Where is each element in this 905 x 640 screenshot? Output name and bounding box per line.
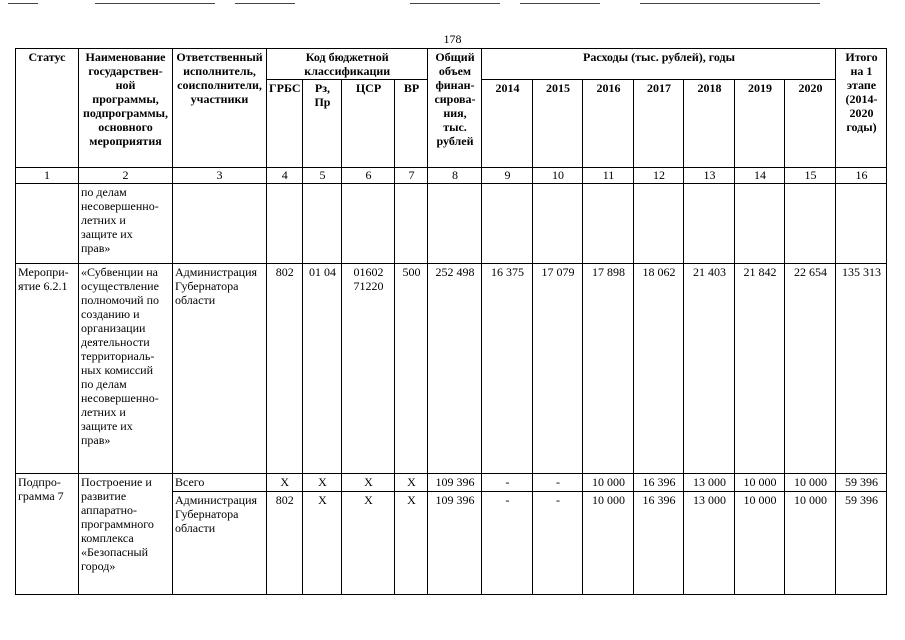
year-header: 2017 bbox=[634, 80, 684, 168]
cell-year: 17 079 bbox=[533, 264, 583, 474]
column-number: 12 bbox=[634, 168, 684, 184]
column-number: 9 bbox=[482, 168, 533, 184]
cell-empty bbox=[684, 184, 735, 264]
cell-empty bbox=[583, 184, 634, 264]
cell-responsible: Администрация Губернатора области bbox=[173, 492, 267, 595]
cell-csr: X bbox=[342, 474, 395, 492]
cell-rzpr: X bbox=[303, 474, 342, 492]
year-header: 2019 bbox=[735, 80, 785, 168]
column-number: 16 bbox=[836, 168, 887, 184]
cell-year: 16 375 bbox=[482, 264, 533, 474]
cell-year: 10 000 bbox=[735, 492, 785, 595]
cell-year: 21 842 bbox=[735, 264, 785, 474]
cell-total: 109 396 bbox=[428, 474, 482, 492]
table-row bbox=[16, 184, 887, 264]
table-row bbox=[16, 474, 887, 492]
cell-year: 10 000 bbox=[785, 492, 836, 595]
csr-header: ЦСР bbox=[342, 80, 395, 168]
page-number: 178 bbox=[443, 32, 462, 46]
cell-empty bbox=[428, 184, 482, 264]
top-edge-line bbox=[8, 3, 38, 4]
cell-year: 16 396 bbox=[634, 474, 684, 492]
rzpr-header: Рз, Пр bbox=[303, 80, 342, 168]
total-header: Общий объем финан- сирова- ния, тыс. рублей bbox=[428, 49, 482, 168]
cell-empty bbox=[785, 184, 836, 264]
header-row bbox=[16, 49, 887, 80]
responsible-header: Ответственный исполнитель, соисполнители, участники bbox=[173, 49, 267, 168]
top-edge-line bbox=[235, 3, 295, 4]
cell-status: Подпро- грамма 7 bbox=[16, 474, 79, 595]
column-number: 4 bbox=[267, 168, 303, 184]
column-number: 11 bbox=[583, 168, 634, 184]
grbs-header: ГРБС bbox=[267, 80, 303, 168]
budget-table bbox=[15, 48, 887, 595]
cell-year: 17 898 bbox=[583, 264, 634, 474]
year-header: 2020 bbox=[785, 80, 836, 168]
column-number: 14 bbox=[735, 168, 785, 184]
vr-header: ВР bbox=[395, 80, 428, 168]
cell-total: 109 396 bbox=[428, 492, 482, 595]
stage-total-header: Итого на 1 этапе (2014- 2020 годы) bbox=[836, 49, 887, 168]
column-number: 7 bbox=[395, 168, 428, 184]
year-header: 2014 bbox=[482, 80, 533, 168]
cell-empty bbox=[395, 184, 428, 264]
cell-empty bbox=[533, 184, 583, 264]
column-number: 2 bbox=[79, 168, 173, 184]
name-header: Наименование государствен- ной программы, подпрограммы, основного мероприятия bbox=[79, 49, 173, 168]
cell-status: Меропри- ятие 6.2.1 bbox=[16, 264, 79, 474]
cell-csr: X bbox=[342, 492, 395, 595]
cell-empty bbox=[634, 184, 684, 264]
column-number-row bbox=[16, 168, 887, 184]
cell-vr: X bbox=[395, 492, 428, 595]
cell-year: - bbox=[482, 492, 533, 595]
cell-name: Построение и развитие аппаратно- программного комплекса «Безопасный город» bbox=[79, 474, 173, 595]
table-row bbox=[16, 264, 887, 474]
top-edge-line bbox=[520, 3, 600, 4]
cell-grbs: 802 bbox=[267, 492, 303, 595]
cell-csr: 01602 71220 bbox=[342, 264, 395, 474]
cell-name: по делам несовершенно- летних и защите их прав» bbox=[79, 184, 173, 264]
cell-name: «Субвенции на осуществление полномочий по созданию и организации деятельности территориаль- ных комиссий по делам несовершенно- летних и защите их прав» bbox=[79, 264, 173, 474]
cell-year: 10 000 bbox=[583, 492, 634, 595]
cell-rzpr: 01 04 bbox=[303, 264, 342, 474]
cell-empty bbox=[836, 184, 887, 264]
cell-vr: 500 bbox=[395, 264, 428, 474]
cell-stage-total: 59 396 bbox=[836, 474, 887, 492]
cell-vr: X bbox=[395, 474, 428, 492]
cell-year: - bbox=[533, 474, 583, 492]
cell-empty bbox=[16, 184, 79, 264]
column-number: 8 bbox=[428, 168, 482, 184]
column-number: 1 bbox=[16, 168, 79, 184]
cell-year: 10 000 bbox=[785, 474, 836, 492]
top-edge-line bbox=[640, 3, 820, 4]
cell-empty bbox=[303, 184, 342, 264]
cell-grbs: 802 bbox=[267, 264, 303, 474]
cell-year: 13 000 bbox=[684, 492, 735, 595]
cell-empty bbox=[735, 184, 785, 264]
cell-year: 21 403 bbox=[684, 264, 735, 474]
cell-year: 10 000 bbox=[735, 474, 785, 492]
cell-responsible: Администрация Губернатора области bbox=[173, 264, 267, 474]
budget-code-header: Код бюджетной классификации bbox=[267, 49, 428, 80]
column-number: 6 bbox=[342, 168, 395, 184]
cell-year: 18 062 bbox=[634, 264, 684, 474]
top-edge-line bbox=[410, 3, 500, 4]
cell-stage-total: 59 396 bbox=[836, 492, 887, 595]
cell-stage-total: 135 313 bbox=[836, 264, 887, 474]
cell-empty bbox=[267, 184, 303, 264]
cell-rzpr: X bbox=[303, 492, 342, 595]
top-edge-line bbox=[95, 3, 215, 4]
column-number: 13 bbox=[684, 168, 735, 184]
cell-grbs: X bbox=[267, 474, 303, 492]
cell-responsible: Всего bbox=[173, 474, 267, 492]
year-header: 2018 bbox=[684, 80, 735, 168]
expenses-header: Расходы (тыс. рублей), годы bbox=[482, 49, 836, 80]
cell-total: 252 498 bbox=[428, 264, 482, 474]
column-number: 3 bbox=[173, 168, 267, 184]
cell-year: 16 396 bbox=[634, 492, 684, 595]
cell-empty bbox=[482, 184, 533, 264]
status-header: Статус bbox=[16, 49, 79, 168]
column-number: 15 bbox=[785, 168, 836, 184]
cell-year: 10 000 bbox=[583, 474, 634, 492]
cell-year: 22 654 bbox=[785, 264, 836, 474]
year-header: 2016 bbox=[583, 80, 634, 168]
column-number: 5 bbox=[303, 168, 342, 184]
cell-year: - bbox=[482, 474, 533, 492]
cell-empty bbox=[173, 184, 267, 264]
column-number: 10 bbox=[533, 168, 583, 184]
cell-year: - bbox=[533, 492, 583, 595]
year-header: 2015 bbox=[533, 80, 583, 168]
cell-year: 13 000 bbox=[684, 474, 735, 492]
cell-empty bbox=[342, 184, 395, 264]
